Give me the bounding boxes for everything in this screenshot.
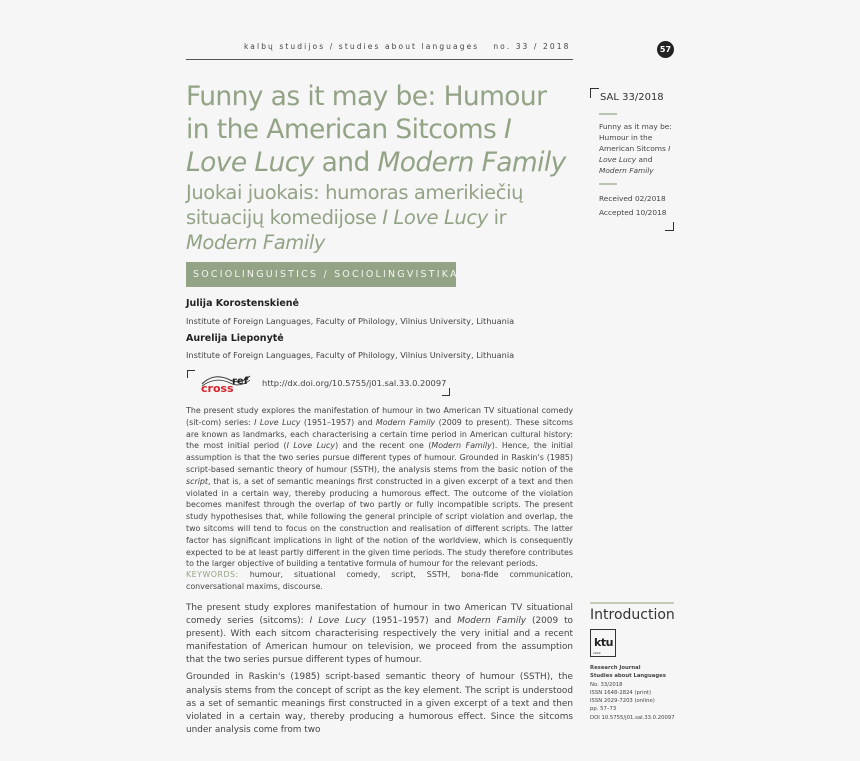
journal-info-line: DOI 10.5755/j01.sal.33.0.20097 bbox=[590, 714, 675, 721]
journal-info bbox=[590, 664, 675, 722]
accepted-date: Accepted 10/2018 bbox=[599, 208, 667, 217]
ktu-logo-year: 1922 bbox=[593, 651, 601, 655]
abstract-text: (1951–1957) and bbox=[300, 417, 376, 427]
subtitle-italic: I Love Lucy bbox=[382, 206, 488, 229]
page-number-badge: 57 bbox=[657, 41, 674, 58]
corner-bracket-icon bbox=[187, 370, 195, 378]
article-title-en bbox=[186, 80, 576, 179]
author-name: Julija Korostenskienė bbox=[186, 298, 299, 309]
crossref-cross-text: cross bbox=[201, 382, 234, 394]
subtitle-text: ir bbox=[487, 206, 507, 229]
abstract-text: The present study explores the manifestation of humour in two American TV situational comedy (sit-com) series: bbox=[186, 406, 573, 427]
introduction-body bbox=[186, 602, 573, 741]
abstract-italic: script bbox=[186, 476, 208, 486]
issue-number: no. 33 / 2018 bbox=[493, 42, 571, 51]
abstract-text: (2009 to present). These sitcoms are known as landmarks, each characterising a certain time period in American cultural history: the most initial period ( bbox=[186, 417, 573, 451]
section-tag: SOCIOLINGUISTICS / SOCIOLINGVISTIKA bbox=[186, 262, 456, 287]
abstract bbox=[186, 405, 573, 570]
sidebar-title-italic: I Love Lucy bbox=[599, 144, 671, 164]
body-text: (2009 to present). With each sitcom characterising respectively the very initial and a recent manifestation of American humour on television, we proceed from the assumption that the two series pursue different types of humour. bbox=[186, 616, 573, 666]
sidebar-divider bbox=[599, 113, 617, 115]
abstract-italic: Modern Family bbox=[431, 441, 492, 451]
subtitle-italic: Modern Family bbox=[186, 231, 326, 254]
journal-running-title: kalbų studijos / studies about languages bbox=[244, 42, 480, 51]
crossref-logo-icon[interactable] bbox=[200, 372, 252, 394]
ktu-logo-icon bbox=[590, 629, 616, 657]
sidebar-article-title bbox=[599, 121, 679, 176]
corner-bracket-icon bbox=[590, 88, 599, 98]
abstract-italic: Modern Family bbox=[375, 417, 436, 427]
journal-info-line: ISSN 2029-7203 (online) bbox=[590, 698, 655, 705]
body-text: (1951–1957) and bbox=[366, 616, 458, 627]
author-affiliation: Institute of Foreign Languages, Faculty of Philology, Vilnius University, Lithuania bbox=[186, 316, 515, 326]
corner-bracket-icon bbox=[665, 222, 674, 231]
author-name: Aurelija Lieponytė bbox=[186, 333, 284, 344]
abstract-italic: I Love Lucy bbox=[254, 417, 301, 427]
corner-bracket-icon bbox=[442, 388, 450, 396]
body-paragraph: Grounded in Raskin's (1985) script-based semantic theory of humour (SSTH), the analysis stems from the concept of script as the key element. The script is understood as a set of semantic meanings first constructed in a given excerpt of a text and then violated in a certain way, thereby producing a humorous effect. Since the sitcoms under analysis come from two bbox=[186, 672, 573, 735]
body-paragraph bbox=[186, 602, 573, 667]
abstract-italic: I Love Lucy bbox=[286, 441, 336, 451]
received-date: Received 02/2018 bbox=[599, 194, 666, 203]
title-text: Funny as it may be: Humour in the American Sitcoms bbox=[186, 81, 547, 145]
abstract-text: ) and the recent one ( bbox=[335, 441, 432, 451]
sidebar-title-text: Funny as it may be: Humour in the American Sitcoms bbox=[599, 122, 672, 153]
body-italic: I Love Lucy bbox=[309, 616, 367, 627]
crossref-ref-text: ref bbox=[232, 376, 249, 387]
body-italic: Modern Family bbox=[457, 616, 527, 627]
subtitle-text: Juokai juokais: humoras amerikiečių situacijų komedijose bbox=[186, 181, 524, 229]
author-affiliation: Institute of Foreign Languages, Faculty of Philology, Vilnius University, Lithuania bbox=[186, 350, 515, 360]
title-italic: Modern Family bbox=[377, 147, 566, 178]
article-title-lt bbox=[186, 180, 576, 255]
intro-divider bbox=[590, 602, 674, 604]
ktu-logo-text: ktu bbox=[594, 636, 613, 649]
title-italic: I Love Lucy bbox=[186, 114, 512, 178]
abstract-text: , that is, a set of semantic meanings first constructed in a given excerpt of a text and then violated in a certain way, thereby producing a humorous effect. The outcome of the violation becomes manifest through the overlap of two partly or fully incompatible scripts. The present study hypothesises that, while following the general principle of script violation and overlap, the two sitcoms will tend to focus on the construction and realisation of different scripts. The latter factor has significant implications in light of the notion of the worldview, which is consequently expected to be at least partly different in the given time periods. The study therefore contributes to the larger objective of building a tentative formula of humour for the relevant periods. bbox=[186, 476, 573, 569]
abstract-text: ). Hence, the initial assumption is that the two series pursue different types of humour. Grounded in Raskin's (1985) script-based semantic theory of humour (SSTH), the analysis stems from the basic notion of the bbox=[186, 441, 573, 474]
sal-identifier: SAL 33/2018 bbox=[600, 92, 664, 103]
header-divider bbox=[186, 59, 573, 60]
doi-link[interactable]: http://dx.doi.org/10.5755/j01.sal.33.0.20097 bbox=[262, 378, 447, 388]
keywords-label: KEYWORDS: bbox=[186, 570, 239, 579]
keywords-list: humour, situational comedy, script, SSTH, bona-fide communication, conversational maxims, discourse. bbox=[186, 570, 573, 591]
body-text: The present study explores manifestation of humour in two American TV situational comedy series (sitcoms): bbox=[186, 603, 573, 627]
sidebar-divider bbox=[599, 183, 617, 185]
journal-info-line: Research Journal bbox=[590, 665, 641, 671]
sidebar-dates bbox=[599, 192, 666, 220]
sidebar-title-italic: Modern Family bbox=[599, 166, 654, 175]
section-heading-introduction: Introduction bbox=[590, 607, 675, 623]
title-text: and bbox=[313, 147, 378, 178]
journal-info-line: No. 33/2018 bbox=[590, 681, 623, 688]
sidebar-title-text: and bbox=[636, 155, 653, 164]
running-head bbox=[244, 42, 571, 51]
journal-info-line: Studies about Languages bbox=[590, 673, 666, 680]
journal-info-line: ISSN 1648-2824 (print) bbox=[590, 689, 652, 696]
journal-info-line: pp. 57–73 bbox=[590, 706, 617, 713]
keywords bbox=[186, 569, 573, 593]
